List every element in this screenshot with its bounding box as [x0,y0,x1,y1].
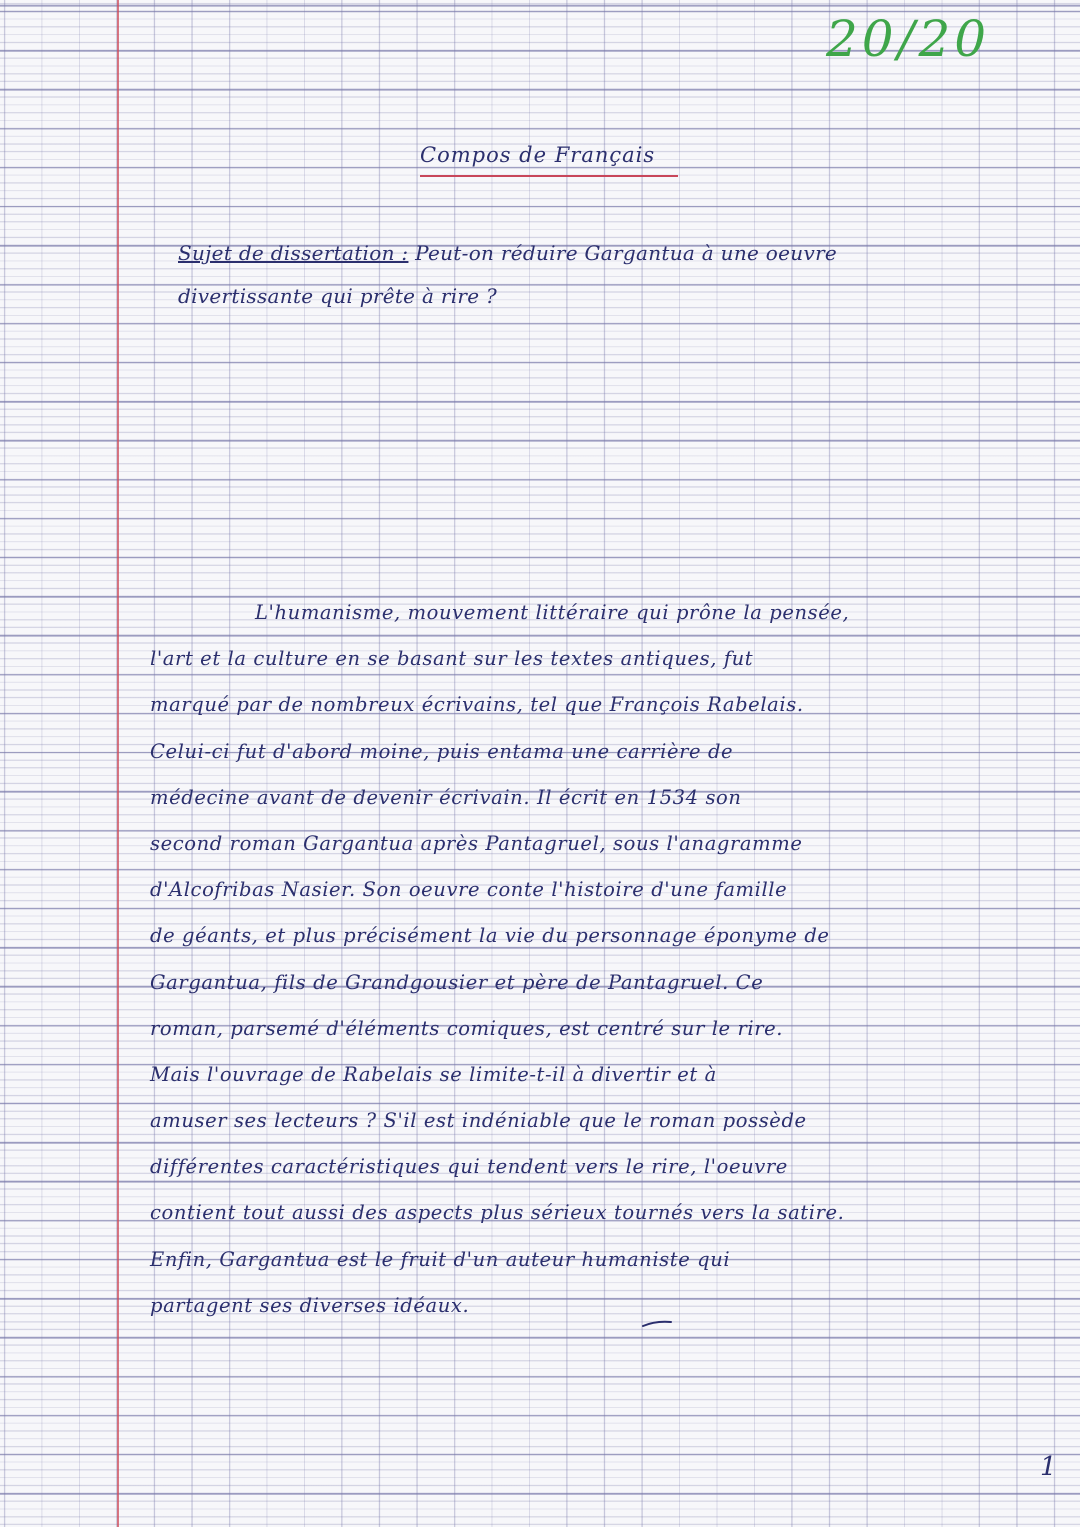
paragraph-line: Enfin, Gargantua est le fruit d'un auteur humaniste qui [150,1247,731,1271]
paragraph-line: médecine avant de devenir écrivain. Il écrit en 1534 son [150,785,742,809]
grade-mark: 20/20 [826,10,991,68]
margin-line [117,0,119,1527]
subject-question-part-1: Peut-on réduire Gargantua à une oeuvre [415,241,838,265]
paragraph-line: contient tout aussi des aspects plus sérieux tournés vers la satire. [150,1201,845,1225]
page-number: 1 [1040,1452,1057,1482]
paragraph-line: d'Alcofribas Nasier. Son oeuvre conte l'histoire d'une famille [150,878,788,902]
page-title: Compos de Français [420,143,656,167]
paragraph-line: de géants, et plus précisément la vie du personnage éponyme de [150,924,830,948]
paragraph-line: L'humanisme, mouvement littéraire qui prône la pensée, [255,601,850,624]
paragraph-line: Celui-ci fut d'abord moine, puis entama une carrière de [150,739,734,763]
paragraph-line: amuser ses lecteurs ? S'il est indéniable que le roman possède [150,1109,807,1133]
paragraph-line: second roman Gargantua après Pantagruel, sous l'anagramme [150,831,803,855]
subject-line-2: divertissante qui prête à rire ? [178,284,498,308]
paragraph-line: l'art et la culture en se basant sur les textes antiques, fut [150,647,754,671]
introduction-paragraph [150,590,1050,1329]
dissertation-subject [178,232,1038,318]
subject-line-1 [178,232,1038,275]
title-underline [420,175,678,177]
paragraph-line: marqué par de nombreux écrivains, tel que François Rabelais. [150,693,804,717]
paragraph-line: différentes caractéristiques qui tendent vers le rire, l'oeuvre [150,1155,788,1179]
paragraph-line: partagent ses diverses idéaux. [150,1293,470,1317]
paragraph-line: Gargantua, fils de Grandgousier et père de Pantagruel. Ce [150,970,764,994]
subject-label: Sujet de dissertation : [178,241,409,265]
paragraph-line: Mais l'ouvrage de Rabelais se limite-t-il à divertir et à [150,1062,717,1086]
end-mark-stroke [642,1320,672,1328]
paragraph-line: roman, parsemé d'éléments comiques, est centré sur le rire. [150,1016,784,1040]
